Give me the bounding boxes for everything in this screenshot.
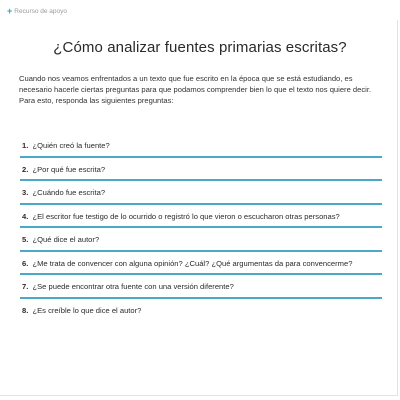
question-item-8	[20, 299, 382, 323]
question-number: 2.	[22, 164, 29, 174]
question-number: 7.	[22, 282, 29, 291]
question-text	[22, 165, 105, 174]
question-label: ¿Qué dice el autor?	[32, 235, 100, 244]
question-label: ¿Me trata de convencer con alguna opinión? ¿Cuál? ¿Qué argumentas da para convencerme?	[32, 258, 353, 268]
page-title: ¿Cómo analizar fuentes primarias escritas?	[53, 39, 347, 56]
question-number: 5.	[22, 235, 29, 244]
question-list	[20, 134, 382, 322]
question-item-7	[20, 275, 382, 299]
question-number: 6.	[22, 258, 29, 268]
question-text	[22, 235, 99, 244]
plus-icon: +	[7, 6, 13, 16]
question-item-3	[20, 181, 382, 205]
question-label: ¿Cuándo fue escrita?	[32, 188, 106, 197]
question-label: ¿Por qué fue escrita?	[32, 164, 106, 174]
question-text	[22, 282, 234, 291]
question-text	[22, 212, 340, 221]
question-label: ¿Quién creó la fuente?	[32, 141, 110, 150]
question-text	[22, 306, 141, 315]
resource-label: Recurso de apoyo	[14, 8, 68, 15]
question-item-1	[20, 134, 382, 158]
resource-link[interactable]	[7, 7, 67, 16]
question-label: ¿Se puede encontrar otra fuente con una versión diferente?	[32, 282, 234, 291]
question-label: ¿Es creíble lo que dice el autor?	[32, 305, 142, 315]
question-text	[22, 259, 352, 268]
question-text	[22, 141, 110, 150]
question-label: ¿El escritor fue testigo de lo ocurrido o registró lo que vieron o escucharon otras personas?	[32, 211, 340, 221]
question-number: 3.	[22, 188, 29, 197]
question-number: 4.	[22, 211, 29, 221]
question-item-5	[20, 228, 382, 252]
intro-paragraph: Cuando nos veamos enfrentados a un texto que fue escrito en la época que se está estudiando, es necesario hacerle ciertas preguntas para que podamos comprender bien lo que el texto nos quiere decir. Para esto, responda las siguientes preguntas:	[19, 74, 372, 105]
question-item-4	[20, 205, 382, 229]
question-text	[22, 188, 105, 197]
question-item-6	[20, 252, 382, 276]
question-number: 8.	[22, 305, 29, 315]
question-item-2	[20, 158, 382, 182]
question-number: 1.	[22, 141, 29, 150]
